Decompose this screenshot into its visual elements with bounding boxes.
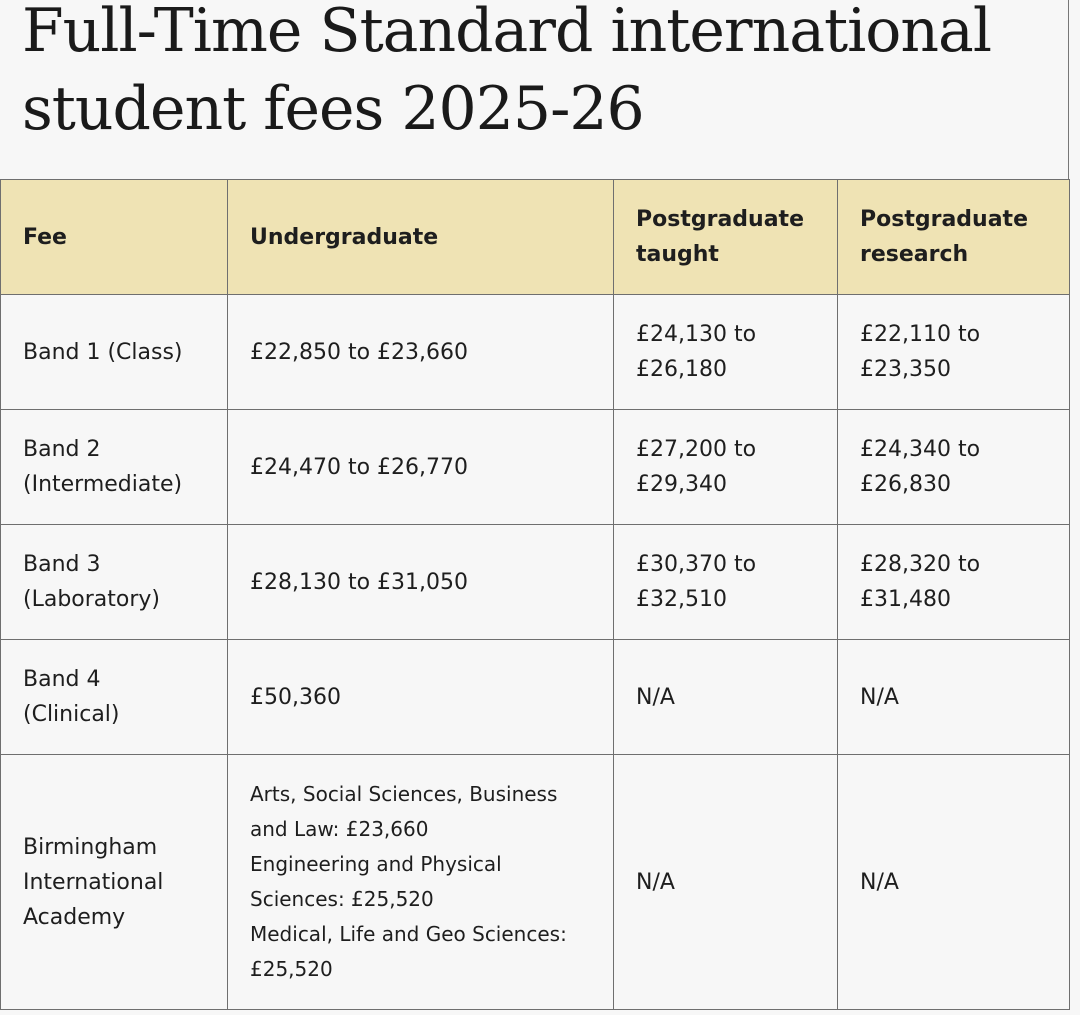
fee-cell [1,410,228,525]
table-row [1,755,1070,1010]
undergraduate-cell: £24,470 to £26,770 [228,410,614,525]
undergraduate-cell-line-5: Medical, Life and Geo Sciences: [250,922,567,946]
postgraduate-taught-cell [614,410,838,525]
header-postgraduate-research [838,180,1070,295]
fee-cell-line-1: Band 4 [23,667,101,692]
header-undergraduate: Undergraduate [228,180,614,295]
postgraduate-taught-cell-line-1: N/A [636,684,675,710]
frame-border [1068,0,1069,180]
postgraduate-taught-cell [614,640,838,755]
undergraduate-cell: £28,130 to £31,050 [228,525,614,640]
postgraduate-research-cell-line-2: £23,350 [860,357,951,382]
fee-cell-line-2: (Intermediate) [23,472,183,497]
postgraduate-research-cell [838,525,1070,640]
fee-cell-line-2: (Clinical) [23,702,120,727]
header-postgraduate-taught-line-2: taught [636,242,719,267]
postgraduate-taught-cell-line-2: £26,180 [636,357,727,382]
undergraduate-cell-line-3: Engineering and Physical [250,852,502,876]
header-postgraduate-taught-line-1: Postgraduate [636,207,804,232]
postgraduate-taught-cell-line-1: £27,200 to [636,437,757,462]
undergraduate-cell-line-1: Arts, Social Sciences, Business [250,782,558,806]
postgraduate-research-cell-line-1: £22,110 to [860,322,981,347]
postgraduate-research-cell-line-1: N/A [860,684,899,710]
fee-cell [1,525,228,640]
postgraduate-taught-cell [614,295,838,410]
fee-cell-line-2: (Laboratory) [23,587,161,612]
postgraduate-taught-cell-line-2: £29,340 [636,472,727,497]
table-header-row [1,180,1070,295]
header-fee: Fee [1,180,228,295]
fee-cell-line-2: International [23,869,164,895]
fee-cell-line-1: Band 2 [23,437,101,462]
undergraduate-cell-line-2: and Law: £23,660 [250,817,429,841]
table-row [1,410,1070,525]
postgraduate-taught-cell-line-2: £32,510 [636,587,727,612]
undergraduate-cell: £50,360 [228,640,614,755]
fee-cell-line-1: Birmingham [23,834,158,860]
page-title [22,0,991,148]
undergraduate-cell: £22,850 to £23,660 [228,295,614,410]
fee-cell [1,640,228,755]
postgraduate-research-cell-line-1: £28,320 to [860,552,981,577]
postgraduate-research-cell [838,640,1070,755]
table-row [1,640,1070,755]
undergraduate-cell [228,755,614,1010]
fee-cell-line-3: Academy [23,904,126,930]
postgraduate-research-cell-line-1: £24,340 to [860,437,981,462]
undergraduate-cell-line-4: Sciences: £25,520 [250,887,434,911]
fee-cell-line-1: Band 3 [23,552,101,577]
postgraduate-taught-cell-line-1: £24,130 to [636,322,757,347]
postgraduate-research-cell-line-2: £26,830 [860,472,951,497]
postgraduate-taught-cell: N/A [614,755,838,1010]
table-row [1,525,1070,640]
header-postgraduate-research-line-1: Postgraduate [860,207,1028,232]
header-postgraduate-taught [614,180,838,295]
page-title-line-1: Full-Time Standard international [22,0,992,66]
postgraduate-research-cell [838,410,1070,525]
undergraduate-cell-line-6: £25,520 [250,957,333,981]
postgraduate-research-cell: N/A [838,755,1070,1010]
page-title-line-2: student fees 2025-26 [22,74,644,144]
postgraduate-research-cell-line-2: £31,480 [860,587,951,612]
fee-cell [1,295,228,410]
header-postgraduate-research-line-2: research [860,242,969,267]
postgraduate-taught-cell-line-1: £30,370 to [636,552,757,577]
postgraduate-taught-cell [614,525,838,640]
fee-cell-line-1: Band 1 (Class) [23,339,183,365]
table-row [1,295,1070,410]
fees-table [0,179,1070,1010]
postgraduate-research-cell [838,295,1070,410]
fee-cell [1,755,228,1010]
